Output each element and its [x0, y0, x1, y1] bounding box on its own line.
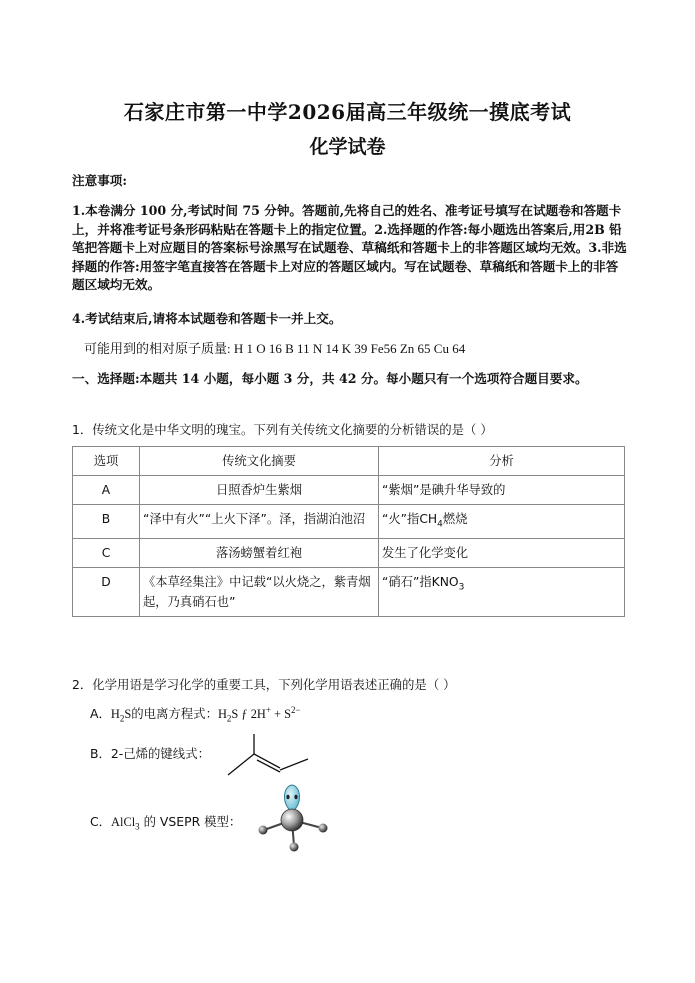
- table-header-analysis: 分析: [379, 447, 625, 476]
- row-analysis: [379, 505, 625, 539]
- table-header-row: [73, 447, 625, 476]
- table-row: [73, 568, 625, 617]
- option-c-text: 的 VSEPR 模型：: [139, 814, 242, 829]
- ionization-equation: $H_2S$ ƒ $2H^+ + S^{2-}$: [217, 704, 301, 724]
- skeletal-formula-diagram: [222, 730, 314, 780]
- table-row: [73, 539, 625, 568]
- option-a-label: A．: [90, 706, 111, 721]
- row-analysis: “紫烟”是碘升华导致的: [379, 476, 625, 505]
- vsepr-model-diagram: [254, 782, 334, 856]
- section-1-heading: 一、选择题:本题共 14 小题，每小题 3 分，共 42 分。每小题只有一个选项符合题目要求。: [72, 371, 588, 386]
- question-2-stem: 2．化学用语是学习化学的重要工具，下列化学用语表述正确的是（ ）: [72, 677, 456, 692]
- exam-title: 石家庄市第一中学2026届高三年级统一摸底考试: [123, 100, 572, 124]
- row-option: C: [73, 539, 140, 568]
- atomic-masses: 可能用到的相对原子质量: H 1 O 16 B 11 N 14 K 39 Fe56 Zn 65 Cu 64: [84, 341, 466, 356]
- table-row: [73, 476, 625, 505]
- table-header-option: 选项: [73, 447, 140, 476]
- exam-subtitle: 化学试卷: [309, 136, 386, 158]
- table-header-excerpt: 传统文化摘要: [140, 447, 379, 476]
- option-b-label: B．2-己烯的键线式：: [90, 746, 210, 761]
- option-b: [90, 744, 210, 762]
- row-analysis: 发生了化学变化: [379, 539, 625, 568]
- notes-item-4: 4.考试结束后,请将本试题卷和答题卡一并上交。: [72, 311, 342, 326]
- question-1-table: [72, 446, 625, 617]
- analysis-text-end: 燃烧: [442, 512, 468, 526]
- option-c-label: C．: [90, 814, 112, 829]
- analysis-subscript: 4: [437, 519, 443, 530]
- notes-heading: 注意事项:: [72, 173, 128, 188]
- notes-body: 1.本卷满分 100 分,考试时间 75 分钟。答题前,先将自己的姓名、准考证号填写在试题卷和答题卡上，并将准考证号条形码粘贴在答题卡上的指定位置。2.选择题的作答:每小题选出答案后,用2B 铅笔把答题卡上对应题目的答案标号涂黑写在试题卷、草稿纸和答题卡上的非答题区域均无效。3.非选择题的作答:用签字笔直接答在答题卡上对应的答题区域内。写在试题卷、草稿纸和答题卡上的非答题区域均无效。: [72, 203, 627, 292]
- question-1-stem: 1．传统文化是中华文明的瑰宝。下列有关传统文化摘要的分析错误的是（ ）: [72, 422, 493, 437]
- row-option: D: [73, 568, 140, 617]
- option-a-text: 的电离方程式：: [131, 706, 218, 721]
- row-analysis: [379, 568, 625, 617]
- h2s-formula: $H_2S$: [110, 707, 132, 724]
- table-row: [73, 505, 625, 539]
- option-a: [90, 704, 301, 723]
- row-excerpt: 《本草经集注》中记载“以火烧之，紫青烟起，乃真硝石也”: [140, 568, 379, 617]
- row-excerpt: “泽中有火”“上火下泽”。泽，指湖泊池沼: [140, 505, 379, 539]
- row-option: B: [73, 505, 140, 539]
- option-c: [90, 812, 241, 831]
- row-excerpt: 落汤螃蟹着红袍: [140, 539, 379, 568]
- analysis-subscript: 3: [458, 582, 465, 593]
- analysis-text: “硝石”指KNO: [382, 575, 459, 590]
- analysis-text: “火”指CH: [382, 512, 438, 526]
- alcl3-formula: AlCl$_3$: [111, 815, 140, 832]
- row-excerpt: 日照香炉生紫烟: [140, 476, 379, 505]
- row-option: A: [73, 476, 140, 505]
